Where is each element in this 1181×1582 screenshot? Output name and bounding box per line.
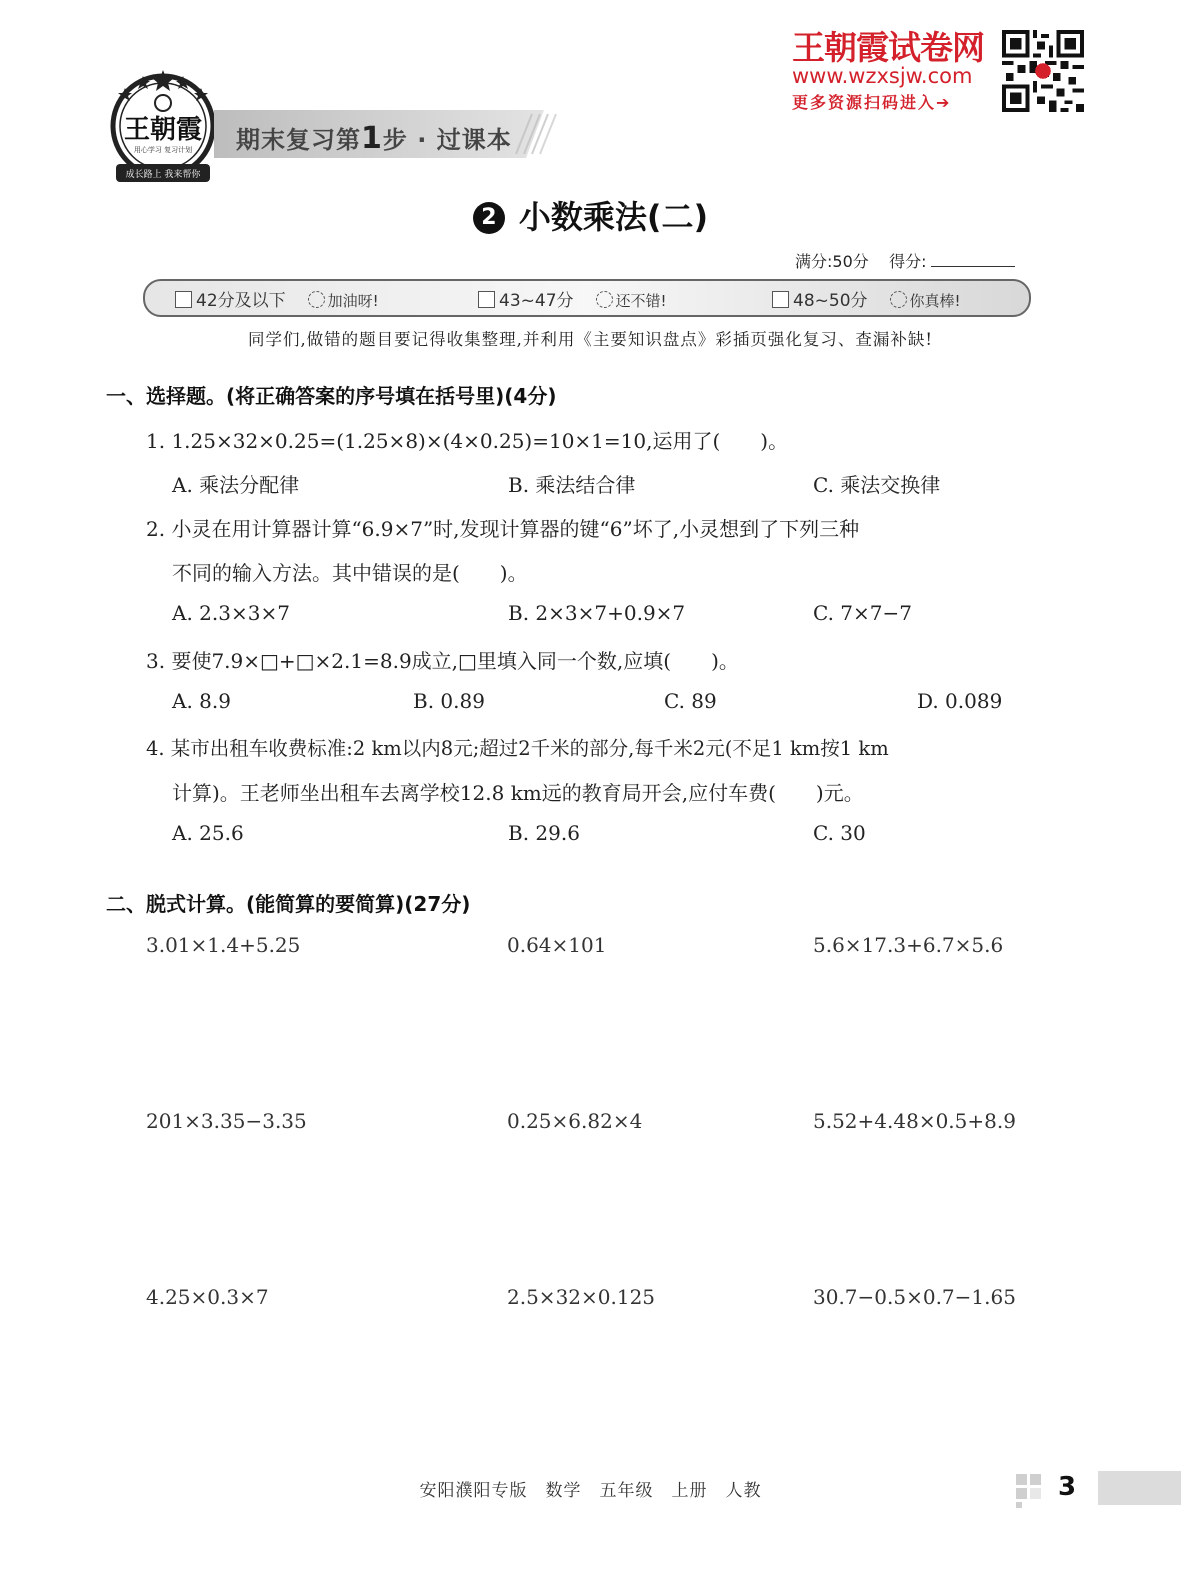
calc-expression: 30.7−0.5×0.7−1.65 xyxy=(813,1285,1016,1309)
reminder-text: 同学们,做错的题目要记得收集整理,并利用《主要知识盘点》彩插页强化复习、查漏补缺! xyxy=(247,330,934,349)
score-line xyxy=(795,249,1015,272)
question-2-line2: 不同的输入方法。其中错误的是( )。 xyxy=(172,561,528,585)
rating-checkbox[interactable] xyxy=(478,291,495,308)
page-decor-square xyxy=(1030,1474,1041,1485)
title-number-badge: 2 xyxy=(473,202,505,234)
rating-item-1 xyxy=(175,286,379,311)
question-4-line2: 计算)。王老师坐出租车去离学校12.8 km远的教育局开会,应付车费( )元。 xyxy=(172,781,864,805)
svg-text:王朝霞: 王朝霞 xyxy=(123,115,203,145)
title-text: 小数乘法(二) xyxy=(518,198,709,236)
q4-option-a[interactable]: A. 25.6 xyxy=(172,821,244,845)
step-banner-text xyxy=(236,120,512,156)
brand-url[interactable]: www.wzxsjw.com xyxy=(792,64,973,88)
banner-suffix: 步 · 过课本 xyxy=(382,126,512,154)
q3-option-d[interactable]: D. 0.089 xyxy=(917,689,1003,713)
q3-option-c[interactable]: C. 89 xyxy=(664,689,717,713)
smiley-icon xyxy=(308,291,325,308)
smiley-icon xyxy=(596,291,613,308)
q2-option-c[interactable]: C. 7×7−7 xyxy=(813,601,912,625)
svg-text:成长路上 我来帮你: 成长路上 我来帮你 xyxy=(125,170,201,180)
full-score: 满分:50分 xyxy=(795,252,869,271)
score-blank[interactable] xyxy=(931,252,1015,267)
banner-prefix: 期末复习第 xyxy=(236,126,361,154)
q1-option-c[interactable]: C. 乘法交换律 xyxy=(813,473,941,497)
page-decor-square xyxy=(1016,1474,1027,1485)
question-1: 1. 1.25×32×0.25=(1.25×8)×(4×0.25)=10×1=10,运用了( )。 xyxy=(146,429,789,453)
question-3: 3. 要使7.9×□+□×2.1=8.9成立,□里填入同一个数,应填( )。 xyxy=(146,649,739,673)
rating-message: 你真棒! xyxy=(909,292,961,310)
calc-expression: 0.25×6.82×4 xyxy=(507,1109,643,1133)
rating-message: 还不错! xyxy=(615,292,667,310)
page-decor-square xyxy=(1016,1488,1027,1499)
rating-range: 48~50分 xyxy=(793,291,868,311)
rating-checkbox[interactable] xyxy=(772,291,789,308)
qr-code-icon[interactable] xyxy=(1002,30,1084,112)
page-title xyxy=(0,192,1181,238)
rating-checkbox[interactable] xyxy=(175,291,192,308)
calc-expression: 3.01×1.4+5.25 xyxy=(146,933,301,957)
calc-expression: 5.6×17.3+6.7×5.6 xyxy=(813,933,1004,957)
rating-range: 43~47分 xyxy=(499,291,574,311)
calc-expression: 2.5×32×0.125 xyxy=(507,1285,656,1309)
q3-option-b[interactable]: B. 0.89 xyxy=(413,689,485,713)
section1-heading: 一、选择题。(将正确答案的序号填在括号里)(4分) xyxy=(106,384,557,408)
q3-option-a[interactable]: A. 8.9 xyxy=(172,689,231,713)
rating-message: 加油呀! xyxy=(327,292,379,310)
rating-item-2 xyxy=(478,286,667,311)
question-4-line1: 4. 某市出租车收费标准:2 km以内8元;超过2千米的部分,每千米2元(不足1 km按1 km xyxy=(146,737,889,760)
brand-title: 王朝霞试卷网 xyxy=(792,28,984,67)
smiley-icon xyxy=(890,291,907,308)
calc-expression: 5.52+4.48×0.5+8.9 xyxy=(813,1109,1016,1133)
footer-edition-text: 安阳濮阳专版 数学 五年级 上册 人教 xyxy=(419,1481,762,1501)
page-decor-square xyxy=(1030,1488,1041,1499)
page-number: 3 xyxy=(1058,1472,1077,1502)
q2-option-a[interactable]: A. 2.3×3×7 xyxy=(172,601,290,625)
q4-option-b[interactable]: B. 29.6 xyxy=(508,821,580,845)
svg-text:用心学习 复习计划: 用心学习 复习计划 xyxy=(133,146,193,154)
rating-item-3 xyxy=(772,286,961,311)
score-label: 得分: xyxy=(889,252,927,271)
calc-expression: 201×3.35−3.35 xyxy=(146,1109,307,1133)
q4-option-c[interactable]: C. 30 xyxy=(813,821,866,845)
section2-heading: 二、脱式计算。(能简算的要简算)(27分) xyxy=(106,892,471,916)
brand-more-link[interactable]: 更多资源扫码进入➔ xyxy=(792,93,952,112)
calc-expression: 4.25×0.3×7 xyxy=(146,1285,269,1309)
page-number-bar xyxy=(1098,1471,1181,1505)
q2-option-b[interactable]: B. 2×3×7+0.9×7 xyxy=(508,601,686,625)
rating-range: 42分及以下 xyxy=(196,291,286,311)
calc-expression: 0.64×101 xyxy=(507,933,607,957)
question-2-line1: 2. 小灵在用计算器计算“6.9×7”时,发现计算器的键“6”坏了,小灵想到了下列三种 xyxy=(146,517,860,541)
wangzhaoxia-logo xyxy=(108,68,218,188)
q1-option-a[interactable]: A. 乘法分配律 xyxy=(172,473,300,497)
page-decor-square xyxy=(1016,1502,1022,1508)
banner-step-number: 1 xyxy=(361,121,383,156)
q1-option-b[interactable]: B. 乘法结合律 xyxy=(508,473,636,497)
